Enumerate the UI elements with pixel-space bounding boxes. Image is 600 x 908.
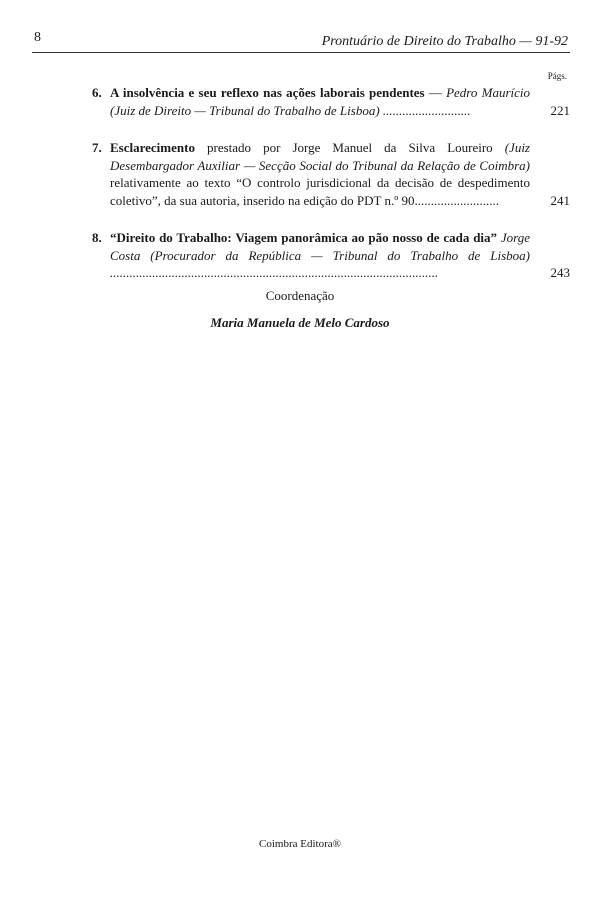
- toc-entry: [86, 84, 570, 119]
- entry-number: 8.: [92, 230, 102, 245]
- entry-description: relativamente ao texto “O controlo jurisdicional da decisão de despedimento coletivo”, da sua autoria, inserido na edição do PDT n.º 90..........................: [110, 175, 530, 208]
- header-page-number: 8: [34, 30, 41, 45]
- entry-author: Jorge Costa (Procurador da República — Tribunal do Trabalho de Lisboa) .....................................................................................................: [110, 230, 530, 280]
- table-of-contents: [86, 84, 570, 302]
- entry-body: [110, 229, 530, 282]
- entry-title: “Direito do Trabalho: Viagem panorâmica ao pão nosso de cada dia”: [110, 230, 498, 245]
- entry-text: —: [424, 85, 447, 100]
- entry-body: [110, 139, 530, 209]
- entry-page-number: 221: [550, 102, 570, 118]
- publisher-footer: Coimbra Editora®: [259, 838, 341, 850]
- entry-author: Pedro Maurício (Juiz de Direito — Tribunal do Trabalho de Lisboa) ...........................: [110, 85, 531, 118]
- entry-number: 7.: [92, 140, 102, 155]
- entry-body: [110, 84, 530, 119]
- pages-column-label: Págs.: [547, 71, 567, 81]
- entry-title: Esclarecimento: [110, 140, 195, 155]
- entry-title: A insolvência e seu reflexo nas ações laborais pendentes: [110, 85, 425, 100]
- coordination-label: Coordenação: [265, 288, 335, 303]
- coordinator-name: Maria Manuela de Melo Cardoso: [210, 315, 390, 330]
- entry-page-number: 243: [550, 265, 570, 280]
- entry-number: 6.: [92, 85, 102, 100]
- header-rule: [32, 52, 570, 53]
- toc-entry: [86, 229, 570, 282]
- entry-author: (Juiz Desembargador Auxiliar — Secção Social do Tribunal da Relação de Coimbra): [110, 140, 530, 173]
- entry-page-number: 241: [550, 192, 570, 208]
- entry-text: prestado por Jorge Manuel da Silva Loureiro: [194, 140, 505, 155]
- toc-entry: [86, 139, 570, 209]
- running-title: Prontuário de Direito do Trabalho — 91-92: [321, 34, 568, 49]
